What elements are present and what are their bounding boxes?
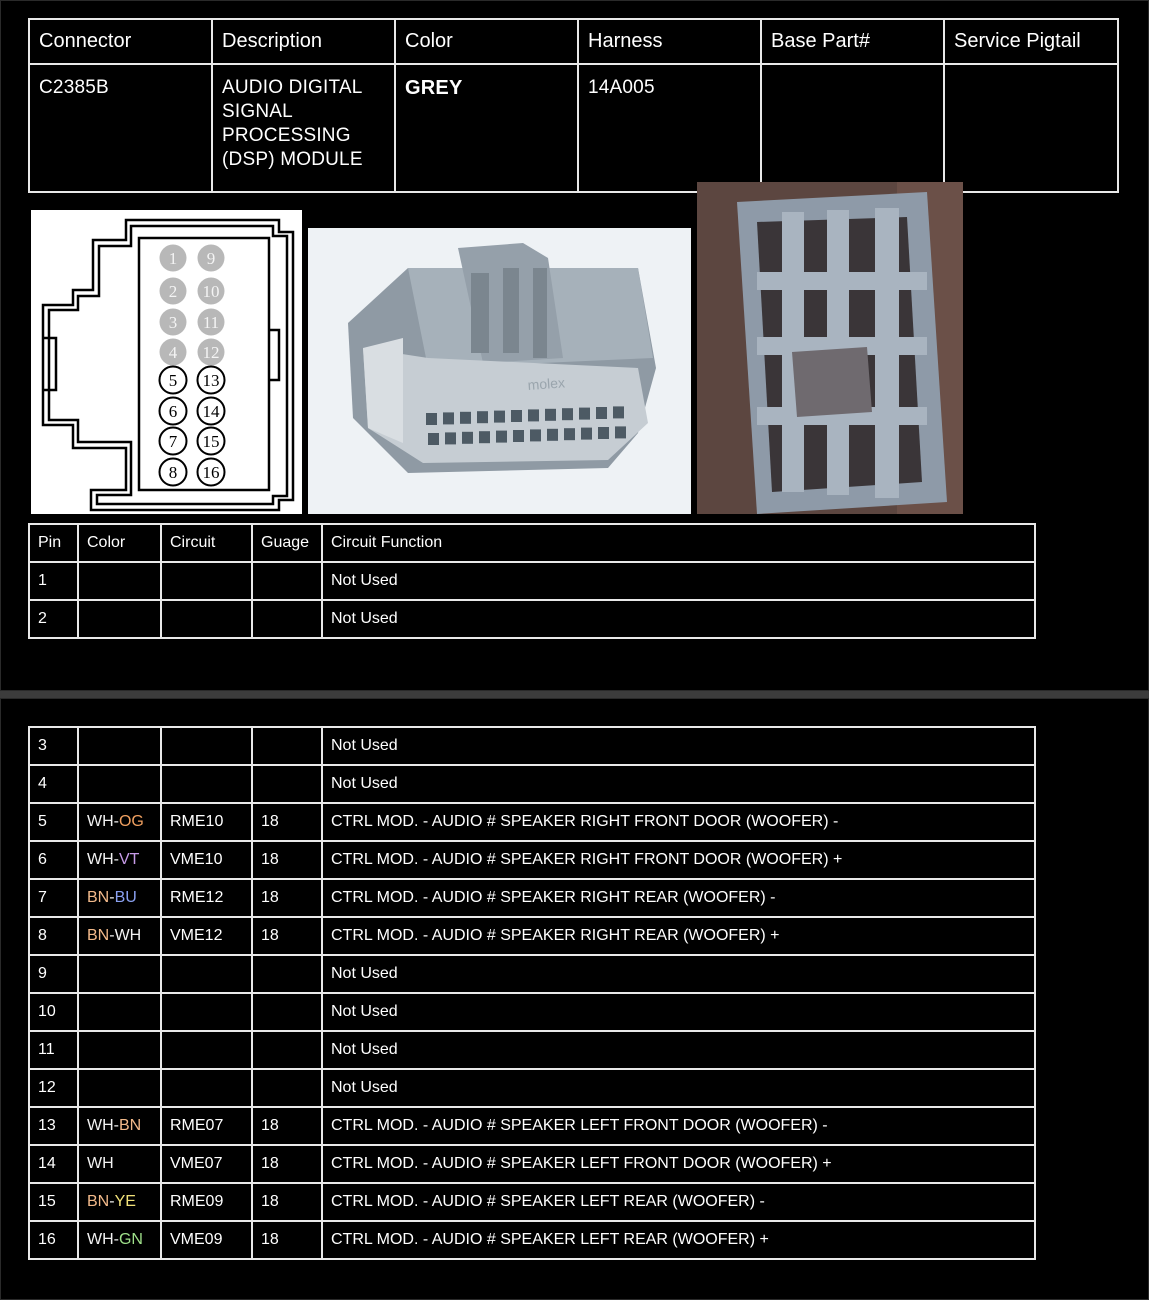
circuit-function: Not Used xyxy=(322,562,1035,600)
wire-gauge: 18 xyxy=(252,1145,322,1183)
render-cavity xyxy=(494,411,505,423)
circuit-function: CTRL MOD. - AUDIO # SPEAKER LEFT REAR (WOOFER) + xyxy=(322,1221,1035,1259)
diagram-pin-label: 7 xyxy=(168,432,178,451)
pinout-diagram-svg xyxy=(31,210,302,514)
pin-number: 1 xyxy=(29,562,78,600)
pin-number: 14 xyxy=(29,1145,78,1183)
circuit-id xyxy=(161,600,252,638)
render-cavity xyxy=(547,429,558,441)
wire-color xyxy=(78,993,161,1031)
circuit-id: RME09 xyxy=(161,1183,252,1221)
screenshot-panel-bottom xyxy=(0,698,1149,1300)
diagram-pin-label: 2 xyxy=(168,282,178,301)
pin-number: 15 xyxy=(29,1183,78,1221)
wire-color-segment: - xyxy=(113,1231,119,1248)
connector-id: C2385B xyxy=(29,64,212,192)
wire-gauge xyxy=(252,955,322,993)
circuit-id: VME07 xyxy=(161,1145,252,1183)
render-cavity xyxy=(426,413,437,425)
wire-color-segment: WH xyxy=(114,927,142,944)
connector-base-part xyxy=(761,64,944,192)
render-cavity xyxy=(428,433,439,445)
wire-color-segment: BN xyxy=(87,1193,110,1210)
wire-color xyxy=(78,879,161,917)
wire-gauge: 18 xyxy=(252,841,322,879)
diagram-pin-label: 13 xyxy=(202,371,220,390)
wire-color xyxy=(78,1069,161,1107)
pin-row xyxy=(29,562,1035,600)
wire-color xyxy=(78,1031,161,1069)
wire-color xyxy=(78,1221,161,1259)
wire-color xyxy=(78,917,161,955)
circuit-function: Not Used xyxy=(322,955,1035,993)
wire-gauge: 18 xyxy=(252,917,322,955)
function-column-header: Circuit Function xyxy=(322,524,1035,562)
diagram-pin-label: 8 xyxy=(168,463,178,482)
description-line: AUDIO DIGITAL xyxy=(222,77,363,98)
connector-description xyxy=(212,64,395,192)
render-cavity xyxy=(615,426,626,438)
wire-color-segment: VT xyxy=(118,851,140,868)
render-cavity xyxy=(581,428,592,440)
connector-photo xyxy=(697,182,963,514)
wire-color-segment: - xyxy=(109,927,115,944)
circuit-function: CTRL MOD. - AUDIO # SPEAKER RIGHT REAR (WOOFER) + xyxy=(322,917,1035,955)
circuit-id: RME10 xyxy=(161,803,252,841)
render-cavity xyxy=(530,429,541,441)
pin-table-top xyxy=(28,523,1036,639)
pin-row xyxy=(29,1145,1035,1183)
diagram-pin-label: 16 xyxy=(202,463,220,482)
pin-row xyxy=(29,841,1035,879)
pin-row xyxy=(29,993,1035,1031)
circuit-function: Not Used xyxy=(322,600,1035,638)
circuit-id xyxy=(161,1031,252,1069)
render-cavity xyxy=(513,430,524,442)
pin-row xyxy=(29,917,1035,955)
pin-number: 16 xyxy=(29,1221,78,1259)
pin-number: 7 xyxy=(29,879,78,917)
diagram-pin-label: 14 xyxy=(202,402,220,421)
diagram-pin-label: 1 xyxy=(168,249,178,268)
wire-gauge: 18 xyxy=(252,1221,322,1259)
render-cavity xyxy=(613,406,624,418)
render-cavity xyxy=(596,407,607,419)
render-cavity xyxy=(598,427,609,439)
render-cavity xyxy=(460,412,471,424)
connector-color: GREY xyxy=(395,64,578,192)
diagram-pin-label: 3 xyxy=(168,313,178,332)
pin-row xyxy=(29,955,1035,993)
connector-row xyxy=(29,64,1118,192)
render-cavity xyxy=(564,428,575,440)
pin-row xyxy=(29,1031,1035,1069)
circuit-function: Not Used xyxy=(322,993,1035,1031)
wire-gauge xyxy=(252,1031,322,1069)
wire-gauge xyxy=(252,765,322,803)
header-description: Description xyxy=(212,19,395,64)
wire-color-segment: WH xyxy=(87,813,114,830)
render-cavity xyxy=(479,431,490,443)
wire-gauge xyxy=(252,727,322,765)
wire-color-segment: WH xyxy=(87,1155,114,1172)
connector-photo-svg xyxy=(697,182,963,514)
render-brand-label: molex xyxy=(527,374,566,393)
wire-color xyxy=(78,841,161,879)
pin-row xyxy=(29,765,1035,803)
connector-pinout-diagram xyxy=(31,210,302,514)
circuit-id xyxy=(161,955,252,993)
wire-color-segment: BN xyxy=(87,889,110,906)
wire-gauge: 18 xyxy=(252,1107,322,1145)
wire-color xyxy=(78,600,161,638)
circuit-function: Not Used xyxy=(322,1069,1035,1107)
pin-number: 3 xyxy=(29,727,78,765)
header-connector: Connector xyxy=(29,19,212,64)
wire-color-segment: BN xyxy=(118,1117,142,1134)
diagram-pin-label: 9 xyxy=(206,249,216,268)
diagram-pin-label: 5 xyxy=(168,371,178,390)
pin-row xyxy=(29,600,1035,638)
wire-color-segment: WH xyxy=(87,1117,114,1134)
wire-color-segment: WH xyxy=(87,851,114,868)
wire-color xyxy=(78,765,161,803)
render-cavity xyxy=(562,408,573,420)
circuit-id: RME12 xyxy=(161,879,252,917)
wire-color-segment: - xyxy=(109,1193,115,1210)
render-cavity xyxy=(528,409,539,421)
pin-number: 11 xyxy=(29,1031,78,1069)
pin-number: 10 xyxy=(29,993,78,1031)
circuit-id: VME09 xyxy=(161,1221,252,1259)
circuit-id: RME07 xyxy=(161,1107,252,1145)
circuit-function: CTRL MOD. - AUDIO # SPEAKER RIGHT FRONT DOOR (WOOFER) + xyxy=(322,841,1035,879)
render-cavity xyxy=(462,432,473,444)
pin-column-header: Pin xyxy=(29,524,78,562)
description-line: SIGNAL xyxy=(222,101,293,122)
pin-table-bottom xyxy=(28,726,1036,1260)
pin-number: 5 xyxy=(29,803,78,841)
wire-color-segment: - xyxy=(113,1117,119,1134)
pin-table-header-row xyxy=(29,524,1035,562)
connector-service-pigtail xyxy=(944,64,1118,192)
pin-number: 9 xyxy=(29,955,78,993)
circuit-column-header: Circuit xyxy=(161,524,252,562)
wire-gauge xyxy=(252,993,322,1031)
pin-number: 8 xyxy=(29,917,78,955)
diagram-pin-label: 12 xyxy=(202,343,220,362)
pin-row xyxy=(29,1183,1035,1221)
wire-color-segment: OG xyxy=(118,813,144,830)
render-cavity xyxy=(445,432,456,444)
circuit-function: CTRL MOD. - AUDIO # SPEAKER RIGHT REAR (WOOFER) - xyxy=(322,879,1035,917)
wire-color-segment: WH xyxy=(87,1231,114,1248)
diagram-pin-label: 11 xyxy=(202,313,220,332)
wire-color xyxy=(78,1107,161,1145)
circuit-function: CTRL MOD. - AUDIO # SPEAKER LEFT FRONT DOOR (WOOFER) - xyxy=(322,1107,1035,1145)
wire-gauge xyxy=(252,562,322,600)
description-line: (DSP) MODULE xyxy=(222,149,363,170)
header-base-part: Base Part# xyxy=(761,19,944,64)
circuit-function: Not Used xyxy=(322,765,1035,803)
wire-color-segment: BN xyxy=(87,927,110,944)
header-color: Color xyxy=(395,19,578,64)
wire-color-segment: - xyxy=(113,851,119,868)
diagram-pin-label: 4 xyxy=(168,343,178,362)
render-cavity xyxy=(579,408,590,420)
wire-color-segment: YE xyxy=(114,1193,136,1210)
wire-color-segment: BU xyxy=(114,889,137,906)
diagram-pins xyxy=(160,245,225,486)
wire-color xyxy=(78,803,161,841)
render-cavity xyxy=(511,410,522,422)
header-harness: Harness xyxy=(578,19,761,64)
pin-row xyxy=(29,803,1035,841)
pin-row xyxy=(29,1221,1035,1259)
circuit-id xyxy=(161,1069,252,1107)
render-cavity xyxy=(496,431,507,443)
circuit-function: CTRL MOD. - AUDIO # SPEAKER LEFT FRONT DOOR (WOOFER) + xyxy=(322,1145,1035,1183)
diagram-pin-label: 6 xyxy=(168,402,178,421)
pin-number: 2 xyxy=(29,600,78,638)
render-cavity xyxy=(477,411,488,423)
wire-gauge xyxy=(252,1069,322,1107)
wire-color xyxy=(78,1183,161,1221)
header-service-pigtail: Service Pigtail xyxy=(944,19,1118,64)
connector-header-table xyxy=(28,18,1119,193)
connector-render-image xyxy=(308,228,691,514)
gauge-column-header: Guage xyxy=(252,524,322,562)
wire-color xyxy=(78,1145,161,1183)
wire-color-segment: GN xyxy=(118,1231,143,1248)
wire-gauge: 18 xyxy=(252,879,322,917)
circuit-id: VME12 xyxy=(161,917,252,955)
connector-harness: 14A005 xyxy=(578,64,761,192)
circuit-id xyxy=(161,562,252,600)
circuit-id xyxy=(161,727,252,765)
wire-color-segment: - xyxy=(113,813,119,830)
header-row xyxy=(29,19,1118,64)
render-cavity xyxy=(545,409,556,421)
circuit-id: VME10 xyxy=(161,841,252,879)
wire-color xyxy=(78,727,161,765)
pin-row xyxy=(29,1069,1035,1107)
pin-number: 4 xyxy=(29,765,78,803)
diagram-pin-label: 10 xyxy=(202,282,220,301)
circuit-function: CTRL MOD. - AUDIO # SPEAKER LEFT REAR (WOOFER) - xyxy=(322,1183,1035,1221)
wire-color xyxy=(78,562,161,600)
pin-number: 13 xyxy=(29,1107,78,1145)
circuit-function: Not Used xyxy=(322,727,1035,765)
wire-gauge: 18 xyxy=(252,803,322,841)
color-column-header: Color xyxy=(78,524,161,562)
connector-render-svg xyxy=(308,228,691,514)
wire-color-segment: - xyxy=(109,889,115,906)
diagram-pin-label: 15 xyxy=(202,432,220,451)
pin-row xyxy=(29,879,1035,917)
pin-number: 12 xyxy=(29,1069,78,1107)
circuit-function: CTRL MOD. - AUDIO # SPEAKER RIGHT FRONT DOOR (WOOFER) - xyxy=(322,803,1035,841)
circuit-id xyxy=(161,993,252,1031)
circuit-function: Not Used xyxy=(322,1031,1035,1069)
render-cavity xyxy=(443,412,454,424)
pin-number: 6 xyxy=(29,841,78,879)
wire-color xyxy=(78,955,161,993)
wire-gauge xyxy=(252,600,322,638)
pin-row xyxy=(29,727,1035,765)
wire-gauge: 18 xyxy=(252,1183,322,1221)
panel-divider xyxy=(0,691,1149,698)
circuit-id xyxy=(161,765,252,803)
description-line: PROCESSING xyxy=(222,125,351,146)
pin-row xyxy=(29,1107,1035,1145)
